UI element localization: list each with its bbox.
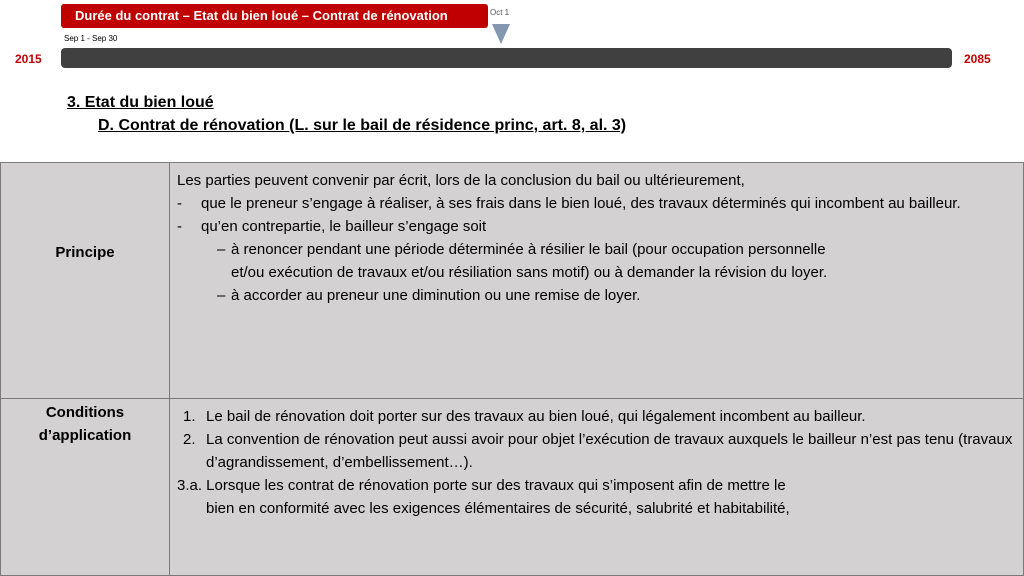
timeline-end-year: 2085 <box>964 52 991 66</box>
row-label-text: d’application <box>38 427 132 444</box>
list-item <box>177 428 1017 474</box>
subsection-heading: D. Contrat de rénovation (L. sur le bail de résidence princ, art. 8, al. 3) <box>98 117 627 134</box>
list-item-text: La convention de rénovation peut aussi avoir pour objet l’exécution de travaux auxquels le bailleur n’est pas tenu (travaux d’agrandissement, d’embellissement…). <box>206 431 1013 471</box>
principe-intro: Les parties peuvent convenir par écrit, lors de la conclusion du bail ou ultérieurement, <box>177 172 745 189</box>
sub-list-item-text: à renoncer pendant une période déterminée à résilier le bail (pour occupation personnelle et/ou exécution de travaux et/ou résiliation sans motif) ou à demander la révision du loyer. <box>231 241 828 281</box>
section-heading: 3. Etat du bien loué <box>67 94 214 111</box>
timeline-bar <box>61 48 952 68</box>
timeline-range-label: Sep 1 - Sep 30 <box>64 34 118 43</box>
list-item-continuation: bien en conformité avec les exigences élémentaires de sécurité, salubrité et habitabilité, <box>206 500 790 517</box>
list-item-text: Le bail de rénovation doit porter sur des travaux au bien loué, qui légalement incombent au bailleur. <box>206 408 866 425</box>
timeline-start-year: 2015 <box>15 52 42 66</box>
timeline-banner: Durée du contrat – Etat du bien loué – Contrat de rénovation <box>61 4 488 28</box>
conditions-text-cell <box>170 399 1024 576</box>
timeline-marker-icon <box>492 24 510 44</box>
list-item <box>177 192 1017 215</box>
timeline-marker-label: Oct 1 <box>490 8 510 17</box>
list-item: 3.a. Lorsque les contrat de rénovation porte sur des travaux qui s’imposent afin de mettre le <box>177 477 786 494</box>
list-marker: 1. <box>183 408 196 425</box>
list-marker: – <box>217 287 226 304</box>
list-marker: 2. <box>183 431 196 448</box>
list-item-text: que le preneur s’engage à réaliser, à ses frais dans le bien loué, des travaux déterminés qui incombent au bailleur. <box>201 195 961 212</box>
row-label-conditions <box>1 399 170 576</box>
list-item-text: qu’en contrepartie, le bailleur s’engage soit <box>201 218 487 235</box>
list-item <box>177 215 1017 238</box>
table-row <box>1 163 1024 399</box>
list-marker: – <box>217 241 226 258</box>
row-label-principe <box>1 163 170 399</box>
sub-list-item-text: à accorder au preneur une diminution ou une remise de loyer. <box>231 287 641 304</box>
table-row <box>1 399 1024 576</box>
content-table <box>0 162 1024 576</box>
row-label-text: Conditions <box>45 404 125 421</box>
row-label-text: Principe <box>55 244 115 261</box>
sub-list-item <box>177 284 1017 307</box>
list-marker: - <box>177 218 182 235</box>
list-marker: - <box>177 195 182 212</box>
list-item <box>177 405 1017 428</box>
principe-text-cell <box>170 163 1024 399</box>
sub-list-item <box>177 238 1017 284</box>
